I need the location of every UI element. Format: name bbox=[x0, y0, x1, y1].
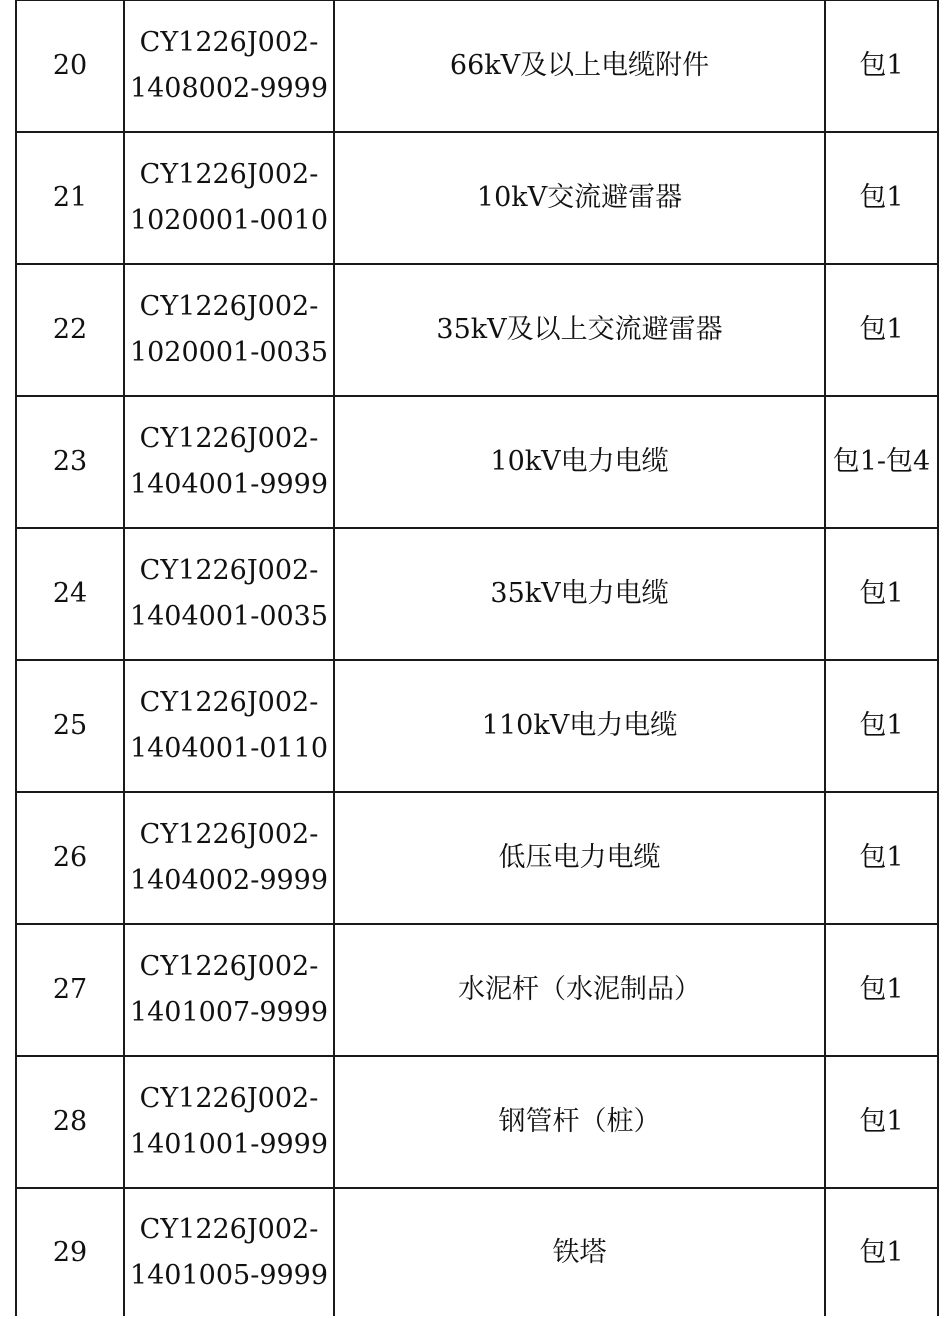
material-code-line-1: CY1226J002- bbox=[139, 423, 319, 454]
package-label: 包1 bbox=[825, 132, 938, 264]
material-code-line-2: 1404002-9999 bbox=[129, 865, 329, 896]
table-row bbox=[16, 132, 938, 264]
material-code bbox=[124, 528, 334, 660]
package-label: 包1 bbox=[825, 528, 938, 660]
material-name: 低压电力电缆 bbox=[334, 792, 825, 924]
package-label: 包1 bbox=[825, 792, 938, 924]
row-number: 25 bbox=[16, 660, 124, 792]
materials-table bbox=[15, 0, 939, 1316]
package-label: 包1-包4 bbox=[825, 396, 938, 528]
material-name: 铁塔 bbox=[334, 1188, 825, 1316]
package-label: 包1 bbox=[825, 660, 938, 792]
material-code bbox=[124, 1188, 334, 1316]
row-number: 23 bbox=[16, 396, 124, 528]
table-row bbox=[16, 1, 938, 133]
material-code-line-2: 1401001-9999 bbox=[129, 1129, 329, 1160]
material-code bbox=[124, 132, 334, 264]
table-row bbox=[16, 528, 938, 660]
table-row bbox=[16, 660, 938, 792]
table-row bbox=[16, 1188, 938, 1316]
material-code bbox=[124, 792, 334, 924]
material-code-line-2: 1408002-9999 bbox=[129, 73, 329, 104]
table-row bbox=[16, 264, 938, 396]
material-code-line-1: CY1226J002- bbox=[139, 1213, 319, 1245]
row-number: 21 bbox=[16, 132, 124, 264]
material-name: 水泥杆（水泥制品） bbox=[334, 924, 825, 1056]
package-label: 包1 bbox=[825, 264, 938, 396]
material-code-line-1: CY1226J002- bbox=[139, 1083, 319, 1114]
package-label: 包1 bbox=[825, 1188, 938, 1316]
package-label: 包1 bbox=[825, 1, 938, 133]
material-name: 35kV电力电缆 bbox=[334, 528, 825, 660]
material-code bbox=[124, 924, 334, 1056]
material-code-line-2: 1020001-0010 bbox=[129, 205, 329, 236]
material-name: 35kV及以上交流避雷器 bbox=[334, 264, 825, 396]
material-name: 66kV及以上电缆附件 bbox=[334, 1, 825, 133]
table-row bbox=[16, 792, 938, 924]
material-code bbox=[124, 1, 334, 133]
material-code-line-2: 1404001-0035 bbox=[129, 601, 329, 632]
row-number: 24 bbox=[16, 528, 124, 660]
material-code-line-2: 1404001-0110 bbox=[129, 733, 329, 764]
row-number: 26 bbox=[16, 792, 124, 924]
material-code-line-1: CY1226J002- bbox=[139, 951, 319, 982]
row-number: 29 bbox=[16, 1188, 124, 1316]
material-code-line-1: CY1226J002- bbox=[139, 819, 319, 850]
package-label: 包1 bbox=[825, 924, 938, 1056]
package-label: 包1 bbox=[825, 1056, 938, 1188]
material-code-line-1: CY1226J002- bbox=[139, 291, 319, 322]
table-row bbox=[16, 396, 938, 528]
material-code-line-2: 1404001-9999 bbox=[129, 469, 329, 500]
material-name: 110kV电力电缆 bbox=[334, 660, 825, 792]
table-row bbox=[16, 1056, 938, 1188]
material-code-line-2: 1401005-9999 bbox=[129, 1259, 329, 1291]
material-code-line-2: 1020001-0035 bbox=[129, 337, 329, 368]
material-name: 钢管杆（桩） bbox=[334, 1056, 825, 1188]
table-row bbox=[16, 924, 938, 1056]
material-name: 10kV电力电缆 bbox=[334, 396, 825, 528]
row-number: 27 bbox=[16, 924, 124, 1056]
row-number: 20 bbox=[16, 1, 124, 133]
material-code bbox=[124, 396, 334, 528]
material-name: 10kV交流避雷器 bbox=[334, 132, 825, 264]
material-code-line-1: CY1226J002- bbox=[139, 687, 319, 718]
row-number: 22 bbox=[16, 264, 124, 396]
material-code-line-1: CY1226J002- bbox=[139, 27, 319, 58]
material-code-line-1: CY1226J002- bbox=[139, 555, 319, 586]
material-code-line-1: CY1226J002- bbox=[139, 159, 319, 190]
row-number: 28 bbox=[16, 1056, 124, 1188]
material-code-line-2: 1401007-9999 bbox=[129, 997, 329, 1028]
material-code bbox=[124, 264, 334, 396]
material-code bbox=[124, 660, 334, 792]
material-code bbox=[124, 1056, 334, 1188]
